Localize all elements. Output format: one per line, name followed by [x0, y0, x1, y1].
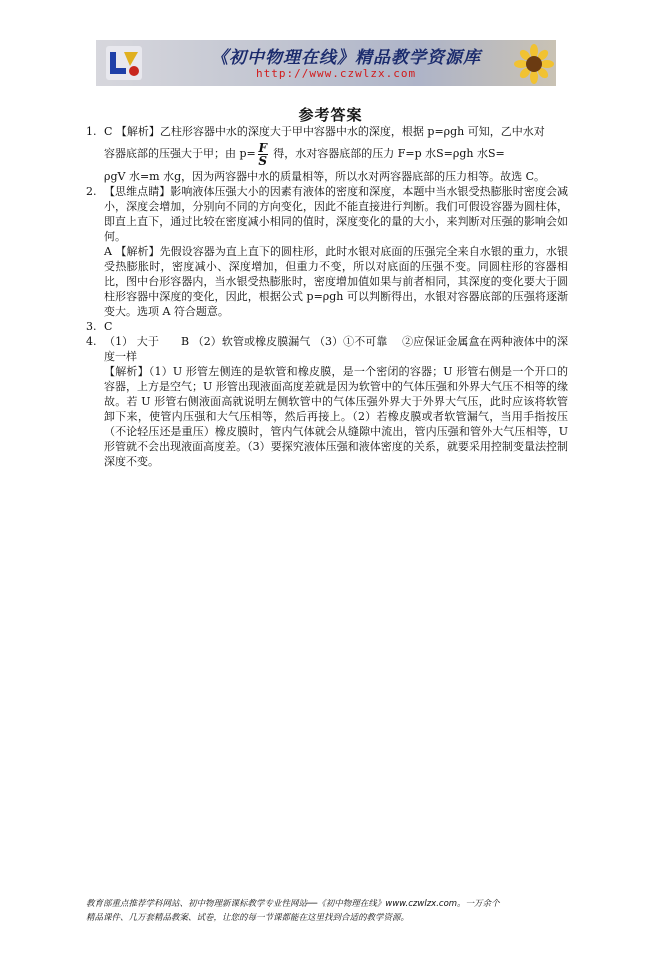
answer-item-3	[86, 319, 568, 334]
answer-list	[86, 124, 568, 469]
page-title: 参考答案	[298, 106, 363, 124]
fraction-denominator: S	[258, 153, 268, 168]
footer-line-2: 精品课件、几万套精品教案、试卷，让您的每一节课都能在这里找到合适的教学资源。	[86, 913, 410, 923]
sunflower-icon	[514, 44, 554, 84]
answer-item-1	[86, 124, 568, 184]
banner-url[interactable]: http://www.czwlzx.com	[256, 67, 417, 80]
item-number: 2.	[86, 185, 97, 198]
site-logo-icon	[104, 44, 144, 82]
banner-title: 《初中物理在线》精品教学资源库	[211, 48, 481, 68]
item-1-line-2	[104, 139, 568, 169]
fraction-numerator: F	[258, 140, 268, 155]
item-2-analysis: A 【解析】先假设容器为直上直下的圆柱形，此时水银对底面的压强完全来自水银的重力，水银受热膨胀时，密度减小、深度增加，但重力不变，所以对底面的压强不变。同圆柱形的容器相比，图中台形容器内，当水银受热膨胀时，密度增加值如果与前者相同，其深度的变化要大于圆柱形容器中深度的变化，因此，根据公式 p=ρgh 可以判断得出，水银对容器底部的压强将逐渐变大。选项 A 符合题意。	[104, 245, 568, 318]
item-1-text-b: 得，水对容器底部的压力 F=p 水S=ρgh 水S=	[269, 147, 505, 160]
header-banner	[96, 40, 556, 86]
item-3-answer: C	[104, 320, 113, 333]
item-4-analysis: 【解析】（1）U 形管左侧连的是软管和橡皮膜，是一个密闭的容器；U 形管右侧是一个开口的容器，上方是空气；U 形管出现液面高度差就是因为软管中的气体压强和外界大气压不相等的缘故。若 U 形管右侧液面高就说明左侧软管中的气体压强外界大于外界大气压，此时应该将软管卸下来，使管内压强和大气压相等，然后再接上。（2）若橡皮膜或者软管漏气，当用手指按压（不论轻压还是重压）橡皮膜时，管内气体就会从缝隙中流出，管内压强和管外大气压相等，U 形管就不会出现液面高度差。（3）要探究液体压强和液体密度的关系，就要采用控制变量法控制深度不变。	[104, 365, 568, 468]
item-number: 3.	[86, 320, 97, 333]
footer-line-1: 教育部重点推荐学科网站、初中物理新课标教学专业性网站──《初中物理在线》www.czwlzx.com。一万余个	[86, 899, 500, 909]
item-2-thought: 【思维点睛】影响液体压强大小的因素有液体的密度和深度，本题中当水银受热膨胀时密度会减小，深度会增加，分别向不同的方向变化，因此不能直接进行判断。我们可假设容器为圆柱体，即直上直下，通过比较在密度减小相同的值时，深度变化的量的大小，来判断对压强的影响会如何。	[104, 185, 568, 243]
item-4-answer: （1） 大于 B （2）软管或橡皮膜漏气 （3）①不可靠 ②应保证金属盒在两种液体中的深度一样	[104, 335, 569, 363]
answer-item-2	[86, 184, 568, 319]
fraction-f-over-s	[258, 142, 268, 167]
answer-item-4	[86, 334, 568, 469]
item-number: 1.	[86, 125, 97, 138]
item-number: 4.	[86, 335, 97, 348]
item-1-line-1: C 【解析】乙柱形容器中水的深度大于甲中容器中水的深度，根据 p=ρgh 可知，乙中水对	[104, 125, 545, 138]
item-1-text-a: 容器底部的压强大于甲；由 p=	[104, 147, 256, 160]
page-footer	[86, 897, 576, 925]
item-1-line-3: ρgV 水=m 水g，因为两容器中水的质量相等，所以水对两容器底部的压力相等。故选 C。	[104, 170, 546, 183]
